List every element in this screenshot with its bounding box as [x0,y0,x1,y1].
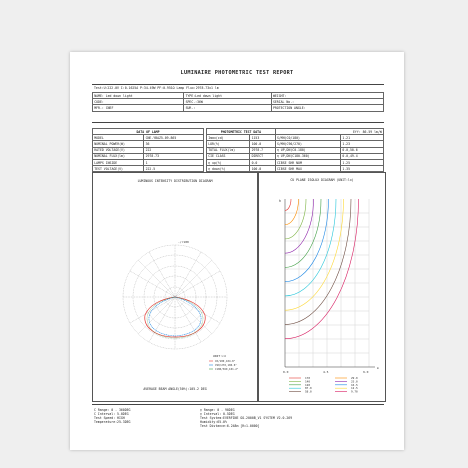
polar-legend-c180: C180/360,101.2° [215,368,239,371]
isolux-contour [285,199,299,225]
lamp-key: TEST VOLTAGE(V) [93,166,144,172]
isolux-legend-value: 140 [305,379,311,384]
footer-right [200,408,292,428]
info-cell: NAME: Led down light [93,93,184,99]
lamp-key: NOMINAL FLUX(lm) [93,153,144,159]
lamp-value: CNE-YBAZ5-09-865 [144,135,204,141]
isolux-legend-value: 58.0 [305,389,312,394]
lamp-value: 222 [144,147,204,153]
photo-key: CIE CLASS [207,153,250,159]
photo-key: TOTAL FLUX(lm) [207,147,250,153]
photo-key: S/MH(C0/180) [275,135,340,141]
beam-angle-label: AVERAGE BEAM ANGLE(50%):105.2 DEG [143,387,207,391]
polar-diagram-title: LUMINOUS INTENSITY DISTRIBUTION DIAGRAM [137,179,213,183]
photo-value: 0.0 [250,159,275,165]
photometric-title: PHOTOMETRIC TEST DATA [207,129,276,135]
photo-value: DIRECT [250,153,275,159]
isolux-grid [285,199,369,367]
footer-line: γ Range: 0 - 90DEG [200,408,235,412]
photometric-data-table [206,128,384,172]
info-cell: SUR.: [184,105,271,111]
photo-value: 0.0,50.6 [341,147,384,153]
polar-legend-c0: C0/180,104.8° [215,360,236,363]
x-unit: m [377,366,379,370]
isolux-diagram-title: CU PLANE ISOLUX DIAGRAM (UNIT:lx) [290,178,354,182]
x-tick-1: 4.5 [323,370,329,374]
photo-key: η down(%) [207,166,250,172]
photo-value: 1.25 [341,159,384,165]
isolux-legend [289,376,358,394]
polar-unit-label: UNIT:cd [213,354,226,358]
lamp-value: 2978.73 [144,153,204,159]
isolux-diagram [259,183,385,395]
lamp-key: NOMINAL POWER(W) [93,141,144,147]
photo-value: 1.21 [341,135,384,141]
lamp-value: 222.5 [144,166,204,172]
footer-line: C Range: 0 - 360DEG [94,408,131,412]
footer-line: γ Interval: 0.5DEG [200,412,235,416]
isolux-legend-value: 9.70 [351,389,358,394]
info-cell: PROTECTION ANGLE: [271,105,383,111]
info-cell: SERIAL No.: [271,99,383,105]
info-cell: TYPE:Led down light [184,93,271,99]
footer-line: Test Speed: HIGH [94,416,125,420]
footer-line: Humidity:65.0% [200,420,227,424]
lamp-key: LAMPS INSIDE [93,159,144,165]
photo-key: CIBSE SHR MAX [275,166,340,172]
lamp-value: 1 [144,159,204,165]
photo-value: 1153 [250,135,275,141]
footer-line: Temperature:25.3DEG [94,420,131,424]
isolux-curves [285,199,359,339]
photo-key: Imax(cd) [207,135,250,141]
footer-line: C Interval: 5.0DEG [94,412,129,416]
polar-diagram-panel [92,172,258,402]
isolux-contour [285,199,306,239]
photo-key: η UP,DN(C180-360) [275,153,340,159]
info-cell: SPEC.:36W [184,99,271,105]
isolux-legend-value: 170 [305,376,311,380]
isolux-contour [285,199,359,339]
photo-value: 1.23 [341,141,384,147]
isolux-contour [285,199,329,282]
photo-value: 1.35 [341,166,384,172]
isolux-legend-value: 16.5 [351,382,358,387]
divider [92,404,384,405]
footer-left [94,408,130,424]
polar-scale-label: -/r180 [178,240,189,244]
lamp-key: RATED VOLTAGE(V) [93,147,144,153]
isolux-legend-value: 87.0 [305,386,312,391]
efficacy-value: Eff: 86.59 lm/W [275,129,383,135]
photo-key: η UP,DN(C0-180) [275,147,340,153]
isolux-diagram-panel [258,172,386,402]
photo-value: 0.0,49.4 [341,153,384,159]
x-tick-2: 9.0 [363,370,369,374]
lamp-value: 36 [144,141,204,147]
photo-value: 2978.7 [250,147,275,153]
lamp-table-title: DATA OF LAMP [93,129,204,135]
divider [92,84,384,85]
report-title: LUMINAIRE PHOTOMETRIC TEST REPORT [180,70,294,76]
isolux-legend-value: 23.0 [351,379,358,384]
photo-key: CIBSE SHR NOM [275,159,340,165]
x-tick-0: 0.0 [283,370,289,374]
isolux-contour [285,199,291,210]
isolux-contour [285,199,344,310]
photo-value: 100.0 [250,141,275,147]
isolux-legend-value: 29.0 [351,376,358,380]
photo-key: S/MH(C90/270) [275,141,340,147]
photo-key: η up(%) [207,159,250,165]
info-cell: WEIGHT: [271,93,383,99]
polar-legend-c90: C90/270,100.6° [215,364,237,367]
polar-diagram [93,187,257,387]
isolux-legend-value: 120 [305,382,311,387]
footer-line: Test System:EVERFINE GO-2000B_V1 SYSTEM V2.0.269 [200,416,293,420]
lamp-data-table [92,128,204,172]
test-line: Test:U:222.0V I:0.1625A P:34.49W PF:0.951Ω Lamp Flux:2978.73x1 lm [94,86,219,90]
isolux-legend-value: 12.5 [351,386,358,391]
divider [92,122,384,123]
photo-key: LOR(%) [207,141,250,147]
lamp-key: MODEL [93,135,144,141]
info-table [92,92,384,112]
report-sheet [70,52,404,450]
info-cell: MFR.: CNEF [93,105,184,111]
photo-value: 100.0 [250,166,275,172]
axis-h-label: h [279,199,282,203]
footer-line: Test Distance:6.248m [R=1.0000] [200,424,260,428]
info-cell: CODE: [93,99,184,105]
